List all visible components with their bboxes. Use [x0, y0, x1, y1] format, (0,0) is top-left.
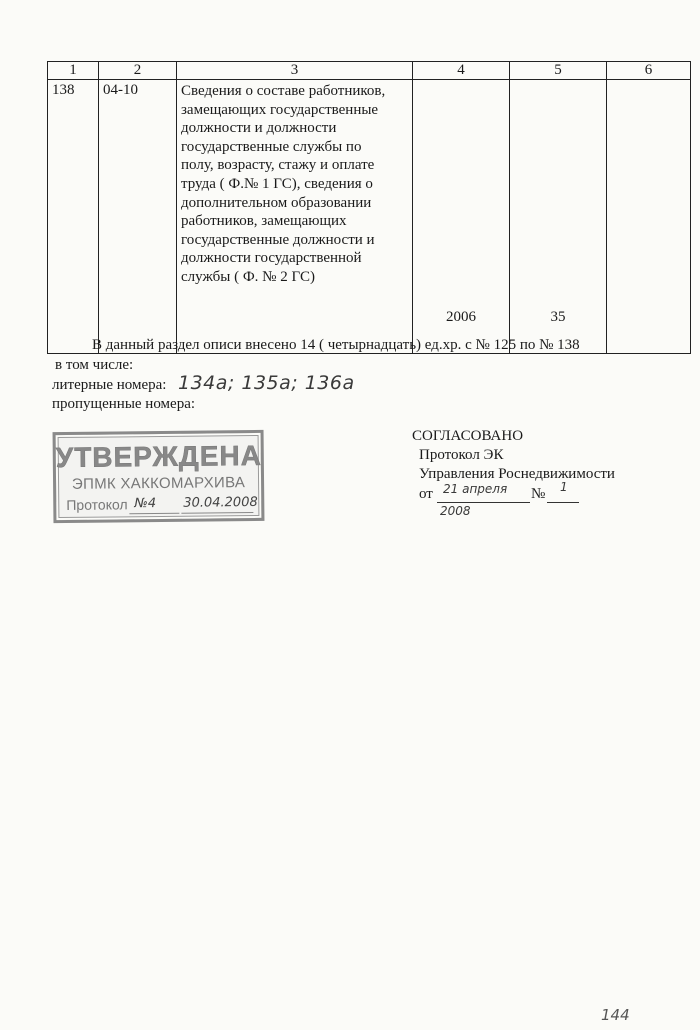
stamp-title: УТВЕРЖДЕНА — [55, 439, 263, 474]
title-line: замещающих государственные — [181, 101, 379, 118]
header-col-2: 2 — [99, 62, 177, 80]
title-line: службы ( Ф. № 2 ГС) — [181, 268, 315, 285]
stamp-protocol-date: 30.04.2008 — [183, 494, 258, 511]
item-title — [177, 80, 413, 354]
stamp-organization: ЭПМК ХАККОМАРХИВА — [71, 474, 246, 493]
stamp-underline — [181, 512, 253, 514]
title-line: дополнительном образовании — [181, 194, 372, 211]
header-col-1: 1 — [48, 62, 99, 80]
summary-including: в том числе: — [55, 357, 134, 373]
approval-stamp — [53, 430, 265, 523]
agreed-number-label: № — [531, 486, 546, 502]
table-row — [48, 80, 691, 354]
date-underline — [437, 502, 530, 503]
title-line: должности и должности — [181, 120, 337, 137]
item-sheets: 35 — [510, 80, 607, 354]
missing-numbers-label: пропущенные номера: — [52, 396, 196, 412]
title-line: должности государственной — [181, 250, 362, 267]
title-line: государственные службы по — [181, 138, 362, 155]
agreed-year-handwritten: 2008 — [440, 504, 471, 518]
header-col-4: 4 — [413, 62, 510, 80]
item-number: 138 — [48, 80, 99, 354]
agreed-protocol: Протокол ЭК — [419, 447, 504, 463]
number-underline — [547, 502, 579, 503]
title-line: полу, возрасту, стажу и оплате — [181, 157, 375, 174]
table-header-row — [48, 62, 691, 80]
header-col-3: 3 — [177, 62, 413, 80]
stamp-protocol-label: Протокол — [66, 496, 128, 513]
title-line: Сведения о составе работников, — [181, 83, 386, 99]
header-col-6: 6 — [607, 62, 691, 80]
stamp-protocol-number: №4 — [134, 496, 157, 512]
agreed-title: СОГЛАСОВАНО — [412, 428, 524, 444]
agreed-date-handwritten: 21 апреля — [443, 482, 508, 496]
title-line: труда ( Ф.№ 1 ГС), сведения о — [181, 175, 373, 192]
item-year: 2006 — [413, 80, 510, 354]
title-line: государственные должности и — [181, 231, 375, 248]
agreed-from-label: от — [419, 486, 433, 502]
item-index: 04-10 — [99, 80, 177, 354]
item-note — [607, 80, 691, 354]
stamp-underline — [129, 513, 179, 515]
page-number: 144 — [601, 1006, 630, 1024]
agreed-department: Управления Роснедвижимости — [419, 466, 615, 482]
title-line: работников, замещающих — [181, 213, 347, 230]
header-col-5: 5 — [510, 62, 607, 80]
letter-numbers-handwritten: 134а; 135а; 136а — [178, 372, 355, 394]
summary-line: В данный раздел описи внесено 14 ( четырнадцать) ед.хр. с № 125 по № 138 — [92, 337, 580, 353]
agreed-number-handwritten: 1 — [560, 480, 568, 494]
inventory-table — [47, 61, 691, 354]
letter-numbers-label: литерные номера: — [52, 377, 167, 393]
